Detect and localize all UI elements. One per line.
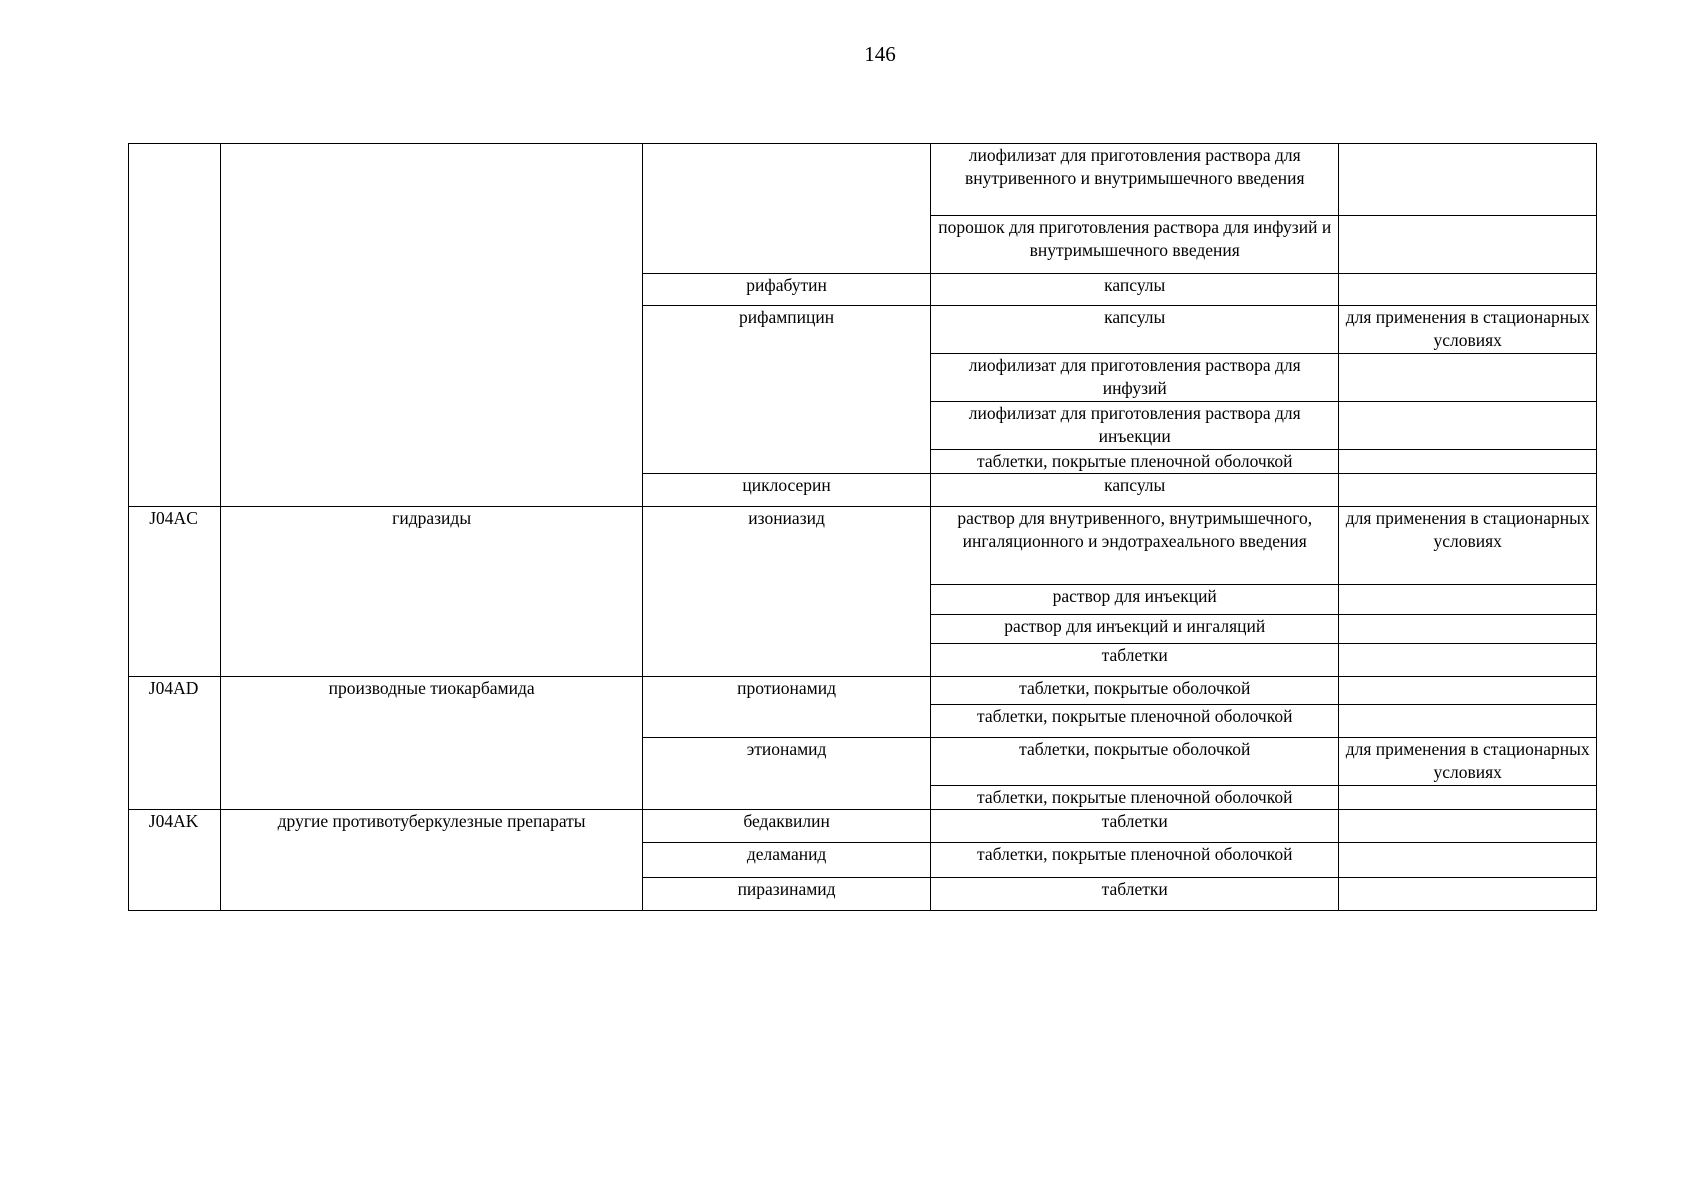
drug-name-cell: циклосерин [643, 474, 931, 507]
group-name-cell [221, 144, 643, 507]
drug-name-cell: протионамид [643, 677, 931, 738]
drug-name-cell: рифампицин [643, 306, 931, 474]
dosage-form-cell: раствор для инъекций [931, 585, 1339, 615]
note-cell: для применения в стационарных условиях [1339, 306, 1597, 354]
dosage-form-cell: лиофилизат для приготовления раствора для инфузий [931, 354, 1339, 402]
note-cell [1339, 786, 1597, 810]
dosage-form-cell: таблетки, покрытые оболочкой [931, 677, 1339, 705]
note-cell: для применения в стационарных условиях [1339, 507, 1597, 585]
note-cell [1339, 644, 1597, 677]
drug-table [128, 143, 1597, 911]
note-cell [1339, 216, 1597, 274]
drug-name-cell: бедаквилин [643, 810, 931, 843]
note-cell [1339, 144, 1597, 216]
dosage-form-cell: лиофилизат для приготовления раствора для внутривенного и внутримышечного введения [931, 144, 1339, 216]
note-cell [1339, 677, 1597, 705]
dosage-form-cell: таблетки, покрытые пленочной оболочкой [931, 705, 1339, 738]
dosage-form-cell: таблетки [931, 810, 1339, 843]
dosage-form-cell: лиофилизат для приготовления раствора для инъекции [931, 402, 1339, 450]
dosage-form-cell: раствор для внутривенного, внутримышечного, ингаляционного и эндотрахеального введения [931, 507, 1339, 585]
dosage-form-cell: капсулы [931, 474, 1339, 507]
dosage-form-cell: таблетки, покрытые пленочной оболочкой [931, 843, 1339, 878]
dosage-form-cell: таблетки, покрытые пленочной оболочкой [931, 786, 1339, 810]
page-number: 146 [864, 42, 896, 66]
note-cell [1339, 274, 1597, 306]
atc-code-cell: J04AD [129, 677, 221, 810]
note-cell [1339, 354, 1597, 402]
dosage-form-cell: таблетки [931, 644, 1339, 677]
note-cell [1339, 474, 1597, 507]
dosage-form-cell: таблетки, покрытые пленочной оболочкой [931, 450, 1339, 474]
note-cell [1339, 450, 1597, 474]
group-name-cell: другие противотуберкулезные препараты [221, 810, 643, 911]
drug-name-cell: этионамид [643, 738, 931, 810]
note-cell [1339, 615, 1597, 644]
drug-name-cell: деламанид [643, 843, 931, 878]
drug-name-cell: изониазид [643, 507, 931, 677]
table-row [129, 810, 1597, 843]
note-cell [1339, 402, 1597, 450]
atc-code-cell: J04AK [129, 810, 221, 911]
note-cell [1339, 878, 1597, 911]
note-cell: для применения в стационарных условиях [1339, 738, 1597, 786]
table-row [129, 507, 1597, 585]
note-cell [1339, 705, 1597, 738]
atc-code-cell [129, 144, 221, 507]
dosage-form-cell: порошок для приготовления раствора для инфузий и внутримышечного введения [931, 216, 1339, 274]
drug-name-cell [643, 144, 931, 274]
group-name-cell: гидразиды [221, 507, 643, 677]
dosage-form-cell: таблетки, покрытые оболочкой [931, 738, 1339, 786]
drug-name-cell: пиразинамид [643, 878, 931, 911]
note-cell [1339, 810, 1597, 843]
table-row [129, 144, 1597, 216]
atc-code-cell: J04AC [129, 507, 221, 677]
table-row [129, 677, 1597, 705]
dosage-form-cell: капсулы [931, 306, 1339, 354]
note-cell [1339, 843, 1597, 878]
drug-name-cell: рифабутин [643, 274, 931, 306]
dosage-form-cell: таблетки [931, 878, 1339, 911]
note-cell [1339, 585, 1597, 615]
dosage-form-cell: раствор для инъекций и ингаляций [931, 615, 1339, 644]
dosage-form-cell: капсулы [931, 274, 1339, 306]
group-name-cell: производные тиокарбамида [221, 677, 643, 810]
